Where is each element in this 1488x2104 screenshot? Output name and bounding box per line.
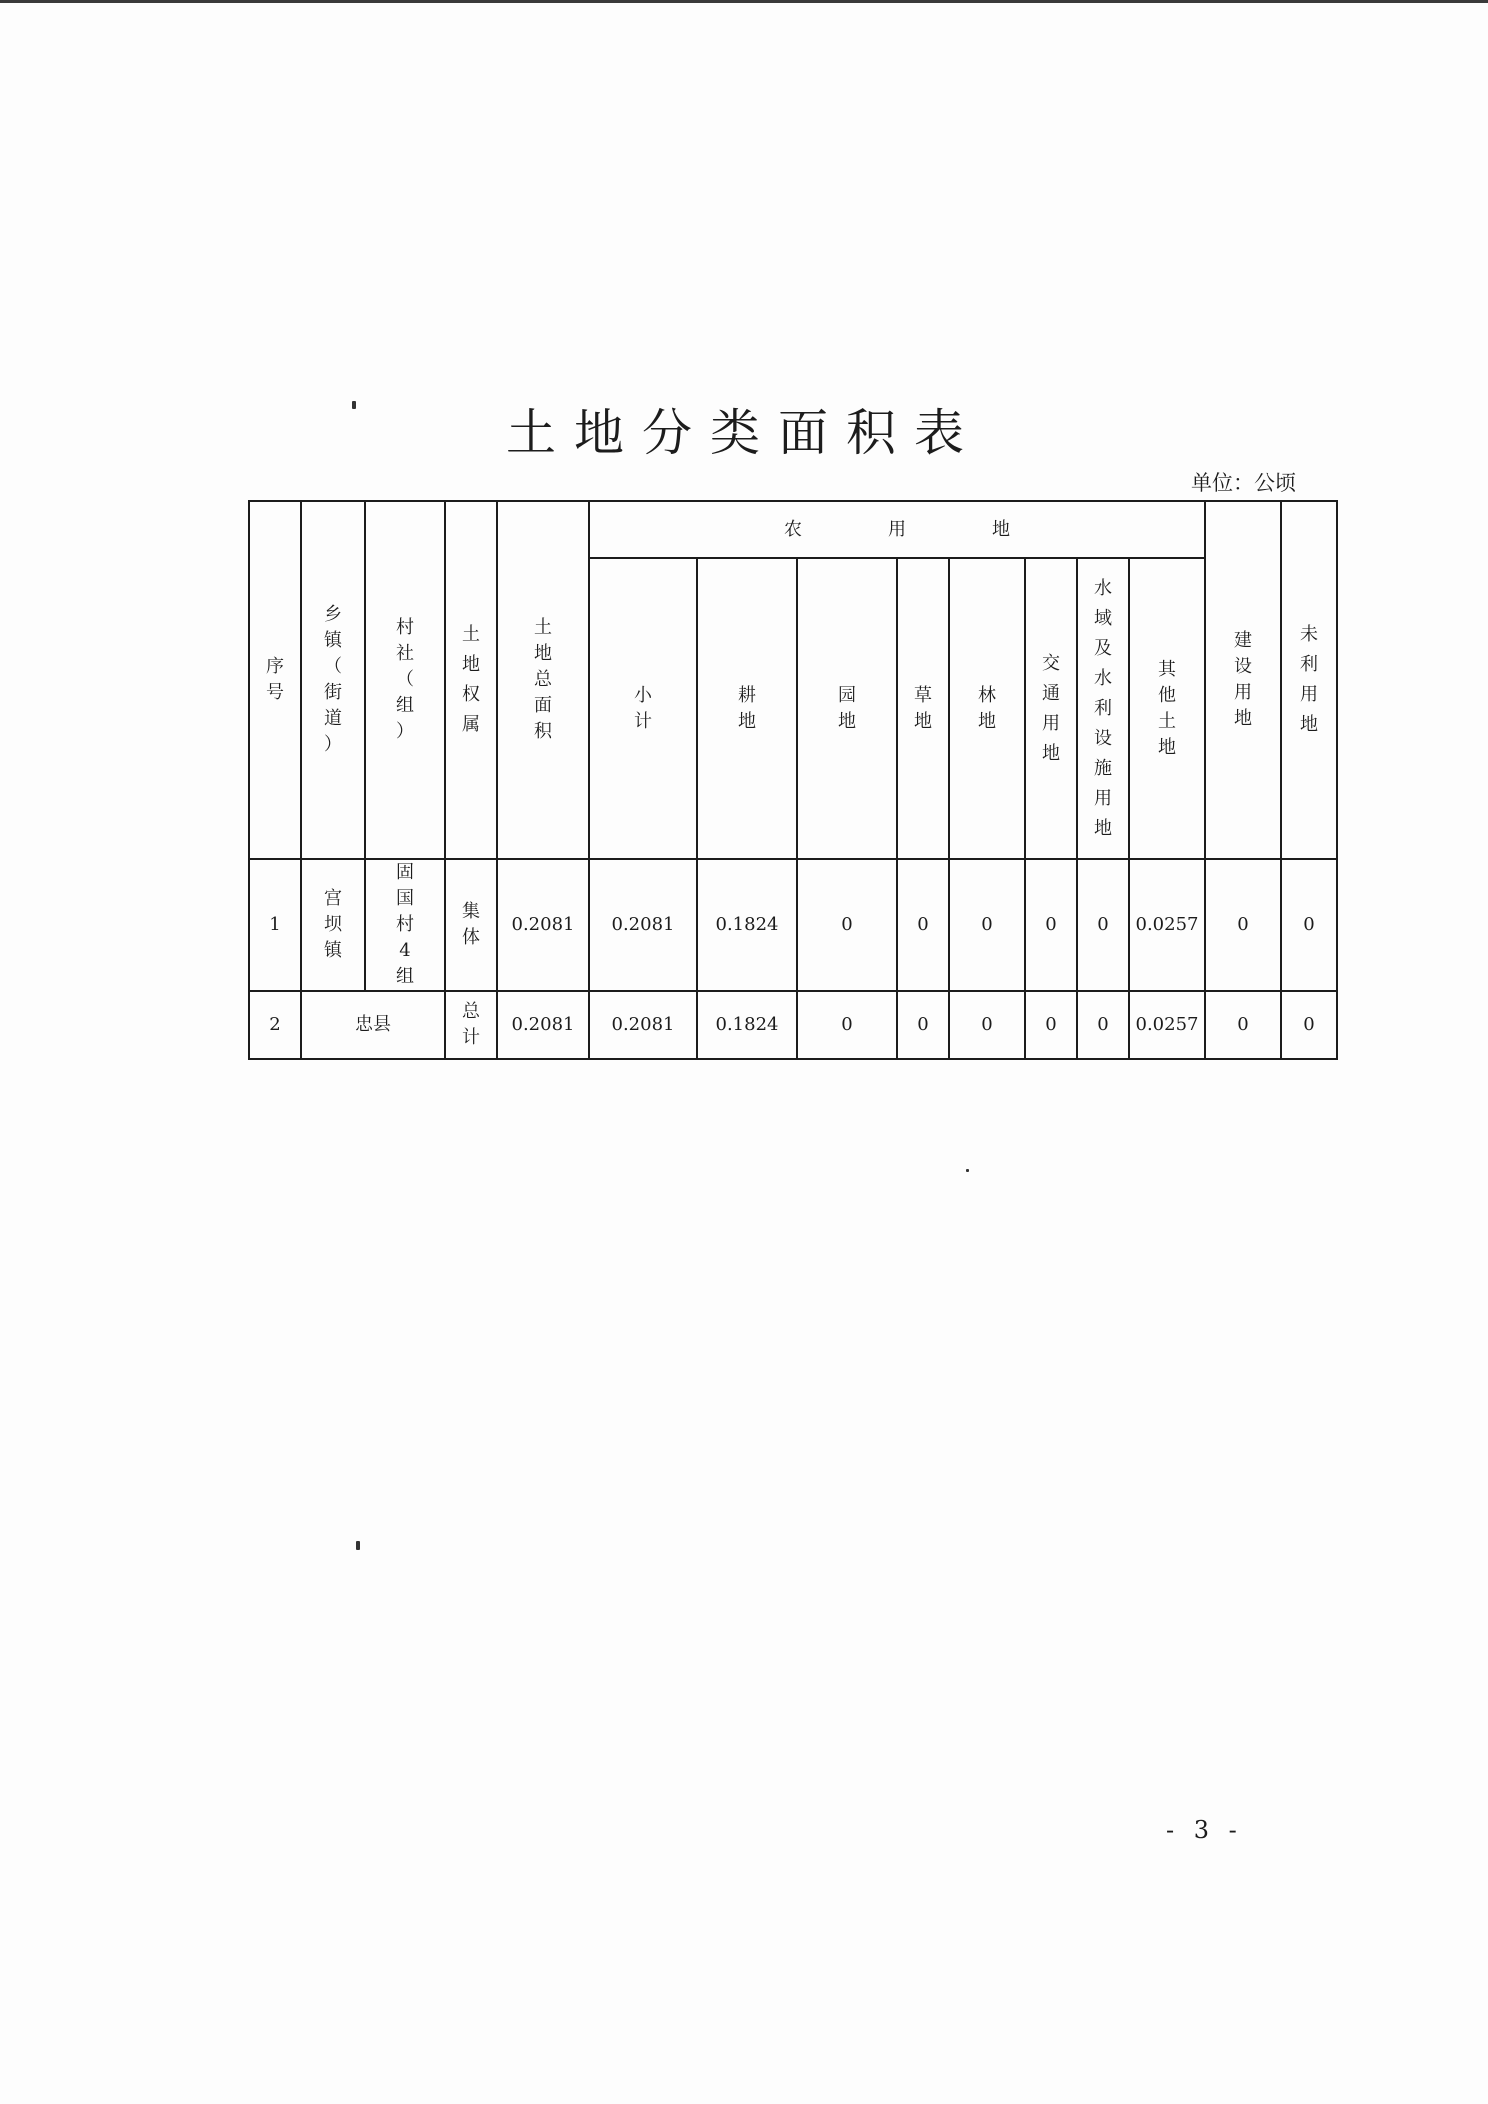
header-grassland-label: 草 地 bbox=[914, 684, 932, 732]
row-unused: 0 bbox=[1281, 991, 1337, 1059]
row-transport: 0 bbox=[1025, 991, 1077, 1059]
header-cultivated bbox=[697, 558, 797, 859]
row-water: 0 bbox=[1077, 991, 1129, 1059]
header-town bbox=[301, 501, 365, 859]
header-other bbox=[1129, 558, 1205, 859]
row-garden: 0 bbox=[797, 859, 897, 991]
row-town-value: 宫 坝 镇 bbox=[324, 888, 342, 961]
scan-speck bbox=[966, 1169, 969, 1172]
row-total-area: 0.2081 bbox=[497, 859, 589, 991]
row-seq: 1 bbox=[249, 859, 301, 991]
header-seq-label: 序 号 bbox=[266, 656, 284, 703]
row-village bbox=[365, 859, 445, 991]
row-unused: 0 bbox=[1281, 859, 1337, 991]
header-seq bbox=[249, 501, 301, 859]
row-garden: 0 bbox=[797, 991, 897, 1059]
header-cultivated-label: 耕 地 bbox=[738, 684, 756, 732]
header-subtotal-label: 小 计 bbox=[634, 684, 652, 732]
header-village-label: 村 社 （ 组 ） bbox=[396, 617, 414, 742]
row-subtotal: 0.2081 bbox=[589, 859, 697, 991]
row-ownership bbox=[445, 859, 497, 991]
row-forest: 0 bbox=[949, 859, 1025, 991]
scan-speck bbox=[352, 401, 356, 409]
row-ownership-value: 集 体 bbox=[462, 901, 480, 948]
header-unused bbox=[1281, 501, 1337, 859]
row-water: 0 bbox=[1077, 859, 1129, 991]
header-ownership bbox=[445, 501, 497, 859]
header-forest bbox=[949, 558, 1025, 859]
header-garden bbox=[797, 558, 897, 859]
page-number: - 3 - bbox=[1166, 1816, 1243, 1844]
row-forest: 0 bbox=[949, 991, 1025, 1059]
row-ownership bbox=[445, 991, 497, 1059]
row-total-area: 0.2081 bbox=[497, 991, 589, 1059]
row-transport: 0 bbox=[1025, 859, 1077, 991]
row-seq: 2 bbox=[249, 991, 301, 1059]
row-town bbox=[301, 859, 365, 991]
header-grassland bbox=[897, 558, 949, 859]
scan-speck bbox=[356, 1541, 360, 1550]
header-total-area bbox=[497, 501, 589, 859]
table-row bbox=[249, 991, 1337, 1059]
row-grassland: 0 bbox=[897, 991, 949, 1059]
header-transport bbox=[1025, 558, 1077, 859]
header-town-label: 乡 镇 （ 街 道 ） bbox=[324, 604, 342, 755]
header-total-area-label: 土 地 总 面 积 bbox=[534, 617, 552, 742]
row-ownership-value: 总 计 bbox=[462, 1001, 480, 1048]
row-other: 0.0257 bbox=[1129, 991, 1205, 1059]
header-ownership-label: 土 地 权 属 bbox=[462, 624, 480, 735]
header-water bbox=[1077, 558, 1129, 859]
header-other-label: 其 他 土 地 bbox=[1158, 658, 1176, 758]
header-subtotal bbox=[589, 558, 697, 859]
document-title: 土地分类面积表 bbox=[506, 404, 982, 462]
row-town-village: 忠县 bbox=[301, 991, 445, 1059]
row-village-value: 固 国 村 4 组 bbox=[396, 862, 414, 987]
row-construction: 0 bbox=[1205, 859, 1281, 991]
row-other: 0.0257 bbox=[1129, 859, 1205, 991]
table-row bbox=[249, 859, 1337, 991]
header-construction bbox=[1205, 501, 1281, 859]
header-transport-label: 交 通 用 地 bbox=[1042, 652, 1060, 764]
row-grassland: 0 bbox=[897, 859, 949, 991]
header-row-1 bbox=[249, 501, 1337, 558]
header-garden-label: 园 地 bbox=[838, 684, 856, 732]
row-cultivated: 0.1824 bbox=[697, 991, 797, 1059]
row-cultivated: 0.1824 bbox=[697, 859, 797, 991]
header-forest-label: 林 地 bbox=[978, 684, 996, 732]
scan-top-edge bbox=[0, 0, 1488, 3]
header-agricultural-land-label: 农用地 bbox=[784, 518, 1096, 540]
header-water-label: 水 域 及 水 利 设 施 用 地 bbox=[1094, 577, 1112, 839]
header-construction-label: 建 设 用 地 bbox=[1234, 630, 1252, 729]
row-construction: 0 bbox=[1205, 991, 1281, 1059]
header-village bbox=[365, 501, 445, 859]
row-subtotal: 0.2081 bbox=[589, 991, 697, 1059]
unit-label: 单位：公顷 bbox=[1191, 471, 1296, 495]
land-classification-table bbox=[248, 500, 1338, 1060]
header-unused-label: 未 利 用 地 bbox=[1300, 624, 1318, 735]
header-agricultural-land bbox=[589, 501, 1205, 558]
